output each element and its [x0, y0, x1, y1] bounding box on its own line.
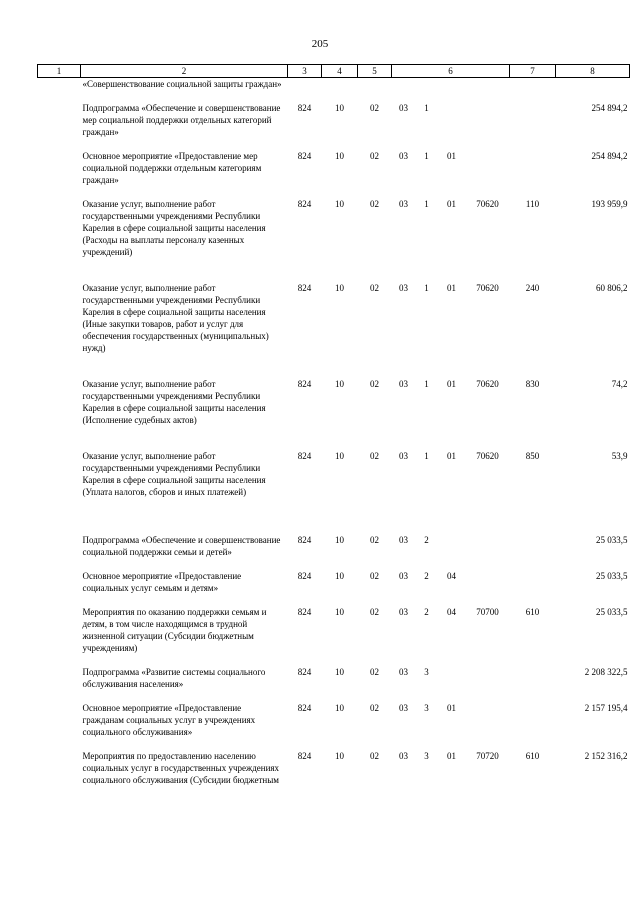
cell-col-6b: 1 [424, 102, 429, 113]
cell-col-4 [322, 78, 358, 102]
cell-col-6c: 04 [447, 570, 456, 581]
cell-col-4: 10 [335, 534, 344, 545]
cell-col-7: 610 [525, 750, 540, 761]
cell-description: Оказание услуг, выполнение работ государственными учреждениями Республики Карелия в сфере социальной защиты населения (Иные закупки товаров, работ и услуг для обеспечения государственных (муниципальных) нужд) [82, 282, 269, 353]
cell-col-5: 02 [370, 450, 379, 461]
cell-col-6d: 70620 [476, 378, 499, 389]
table-row [38, 750, 630, 822]
cell-col-8: 74,2 [611, 378, 628, 389]
cell-col-5: 02 [370, 150, 379, 161]
cell-col-6c: 01 [447, 282, 456, 293]
cell-col-6b: 3 [424, 702, 429, 713]
cell-col-7 [510, 666, 556, 702]
table-row [38, 570, 630, 606]
cell-col-6a: 03 [399, 450, 408, 461]
table-row [38, 378, 630, 450]
cell-col-5 [358, 78, 392, 102]
cell-col-4: 10 [335, 198, 344, 209]
cell-col-8 [556, 78, 630, 102]
table-row [38, 450, 630, 534]
cell-col-6b: 3 [424, 750, 429, 761]
cell-col-6c: 01 [447, 150, 456, 161]
cell-col-1 [38, 450, 81, 534]
cell-col-1 [38, 378, 81, 450]
cell-col-1 [38, 78, 81, 102]
cell-col-5: 02 [370, 750, 379, 761]
cell-description: Основное мероприятие «Предоставление мер социальной поддержки отдельным категориям граждан» [82, 150, 262, 185]
header-col-4: 4 [322, 65, 358, 78]
cell-col-3: 824 [297, 666, 312, 677]
cell-col-7: 240 [525, 282, 540, 293]
cell-col-6d: 70720 [476, 750, 499, 761]
cell-col-4: 10 [335, 666, 344, 677]
cell-col-4: 10 [335, 150, 344, 161]
cell-col-1 [38, 150, 81, 198]
cell-col-1 [38, 534, 81, 570]
cell-col-6d: 70700 [476, 606, 499, 617]
table-row [38, 606, 630, 666]
header-col-1: 1 [38, 65, 81, 78]
cell-col-6a: 03 [399, 750, 408, 761]
cell-col-6a: 03 [399, 282, 408, 293]
cell-col-6c: 01 [447, 378, 456, 389]
cell-col-6d: 70620 [476, 450, 499, 461]
table-row [38, 78, 630, 102]
cell-col-8: 2 208 322,5 [584, 666, 628, 677]
cell-description: Подпрограмма «Обеспечение и совершенствование социальной поддержки семьи и детей» [82, 534, 281, 557]
cell-col-7 [510, 534, 556, 570]
cell-col-6a: 03 [399, 702, 408, 713]
cell-col-3: 824 [297, 750, 312, 761]
cell-col-6c: 01 [447, 450, 456, 461]
cell-col-5: 02 [370, 534, 379, 545]
table-row [38, 666, 630, 702]
cell-col-1 [38, 282, 81, 378]
cell-col-1 [38, 198, 81, 282]
header-col-3: 3 [288, 65, 322, 78]
cell-col-1 [38, 570, 81, 606]
cell-col-6d [466, 150, 510, 198]
cell-col-4: 10 [335, 606, 344, 617]
cell-col-5: 02 [370, 282, 379, 293]
header-col-7: 7 [510, 65, 556, 78]
cell-col-6c [438, 534, 466, 570]
table-row [38, 198, 630, 282]
cell-description: Подпрограмма «Обеспечение и совершенствование мер социальной поддержки отдельных категорий граждан» [82, 102, 281, 137]
cell-col-6d [466, 102, 510, 150]
cell-col-6a: 03 [399, 150, 408, 161]
cell-col-5: 02 [370, 102, 379, 113]
cell-col-6a: 03 [399, 570, 408, 581]
header-col-6: 6 [392, 65, 510, 78]
page-number: 205 [311, 38, 329, 50]
table-row [38, 534, 630, 570]
cell-col-6d: 70620 [476, 282, 499, 293]
cell-col-6b: 1 [424, 378, 429, 389]
cell-col-7: 850 [525, 450, 540, 461]
cell-col-7 [510, 150, 556, 198]
table-row [38, 102, 630, 150]
cell-col-6b [416, 78, 438, 102]
cell-col-4: 10 [335, 450, 344, 461]
cell-description: Основное мероприятие «Предоставление гражданам социальных услуг в учреждениях социального обслуживания» [82, 702, 256, 737]
table-row [38, 282, 630, 378]
cell-col-8: 2 152 316,2 [584, 750, 628, 761]
cell-description: Мероприятия по оказанию поддержки семьям и детям, в том числе находящимся в трудной жизненной ситуации (Субсидии бюджетным учреждениям) [82, 606, 267, 653]
cell-col-7 [510, 702, 556, 750]
cell-col-7 [510, 570, 556, 606]
cell-col-6d [466, 570, 510, 606]
cell-col-3: 824 [297, 450, 312, 461]
cell-col-6b: 1 [424, 282, 429, 293]
cell-col-6b: 3 [424, 666, 429, 677]
cell-col-7: 610 [525, 606, 540, 617]
cell-col-3: 824 [297, 282, 312, 293]
cell-col-8: 254 894,2 [591, 150, 628, 161]
header-col-8: 8 [556, 65, 630, 78]
cell-description: Оказание услуг, выполнение работ государственными учреждениями Республики Карелия в сфере социальной защиты населения (Расходы на выплаты персоналу казенных учреждений) [82, 198, 266, 257]
cell-col-6a: 03 [399, 102, 408, 113]
cell-description: Мероприятия по предоставлению населению социальных услуг в государственных учреждениях социального обслуживания (Субсидии бюджетным [82, 750, 280, 785]
cell-col-5: 02 [370, 198, 379, 209]
cell-col-6a: 03 [399, 606, 408, 617]
cell-col-6c: 04 [447, 606, 456, 617]
cell-col-6a: 03 [399, 378, 408, 389]
cell-col-6b: 1 [424, 198, 429, 209]
cell-description: Оказание услуг, выполнение работ государственными учреждениями Республики Карелия в сфере социальной защиты населения (Уплата налогов, сборов и иных платежей) [82, 450, 266, 497]
cell-col-6a: 03 [399, 198, 408, 209]
cell-col-8: 53,9 [611, 450, 628, 461]
cell-col-3: 824 [297, 534, 312, 545]
cell-col-3: 824 [297, 102, 312, 113]
cell-col-4: 10 [335, 750, 344, 761]
cell-col-5: 02 [370, 570, 379, 581]
cell-col-7: 830 [525, 378, 540, 389]
cell-col-6d [466, 666, 510, 702]
cell-col-6d [466, 78, 510, 102]
cell-description: Оказание услуг, выполнение работ государственными учреждениями Республики Карелия в сфере социальной защиты населения (Исполнение судебных актов) [82, 378, 266, 425]
cell-col-1 [38, 750, 81, 822]
cell-col-5: 02 [370, 666, 379, 677]
cell-col-6b: 2 [424, 534, 429, 545]
cell-col-6a: 03 [399, 666, 408, 677]
cell-col-6c [438, 78, 466, 102]
cell-col-6c [438, 102, 466, 150]
cell-col-4: 10 [335, 570, 344, 581]
cell-col-6d: 70620 [476, 198, 499, 209]
cell-col-1 [38, 606, 81, 666]
cell-col-8: 2 157 195,4 [584, 702, 628, 713]
cell-description: «Совершенствование социальной защиты граждан» [82, 79, 282, 89]
header-col-5: 5 [358, 65, 392, 78]
cell-col-6d [466, 534, 510, 570]
cell-col-3: 824 [297, 150, 312, 161]
cell-col-3: 824 [297, 570, 312, 581]
cell-col-4: 10 [335, 702, 344, 713]
cell-col-1 [38, 666, 81, 702]
budget-table [37, 64, 630, 822]
cell-col-7 [510, 78, 556, 102]
cell-col-6a: 03 [399, 534, 408, 545]
cell-col-6a [392, 78, 416, 102]
cell-col-8: 25 033,5 [596, 534, 628, 545]
cell-col-6b: 2 [424, 606, 429, 617]
cell-col-6b: 1 [424, 150, 429, 161]
table-row [38, 150, 630, 198]
cell-col-8: 60 806,2 [596, 282, 628, 293]
cell-col-5: 02 [370, 378, 379, 389]
header-col-2: 2 [81, 65, 288, 78]
cell-col-7 [510, 102, 556, 150]
table-row [38, 702, 630, 750]
cell-col-3: 824 [297, 606, 312, 617]
cell-col-4: 10 [335, 102, 344, 113]
cell-col-6c [438, 666, 466, 702]
cell-col-6d [466, 702, 510, 750]
cell-col-5: 02 [370, 606, 379, 617]
cell-col-8: 25 033,5 [596, 606, 628, 617]
cell-col-8: 254 894,2 [591, 102, 628, 113]
cell-col-6b: 1 [424, 450, 429, 461]
cell-col-6c: 01 [447, 198, 456, 209]
cell-col-6b: 2 [424, 570, 429, 581]
cell-col-1 [38, 102, 81, 150]
cell-description: Подпрограмма «Развитие системы социального обслуживания населения» [82, 666, 266, 689]
cell-col-4: 10 [335, 378, 344, 389]
header-row [38, 65, 630, 78]
cell-col-8: 25 033,5 [596, 570, 628, 581]
cell-col-7: 110 [525, 198, 540, 209]
cell-col-1 [38, 702, 81, 750]
cell-col-6c: 01 [447, 750, 456, 761]
cell-col-3: 824 [297, 378, 312, 389]
cell-col-4: 10 [335, 282, 344, 293]
table-body [38, 78, 630, 822]
cell-col-3: 824 [297, 198, 312, 209]
cell-col-8: 193 959,9 [591, 198, 628, 209]
cell-description: Основное мероприятие «Предоставление социальных услуг семьям и детям» [82, 570, 242, 593]
cell-col-5: 02 [370, 702, 379, 713]
cell-col-3 [288, 78, 322, 102]
cell-col-3: 824 [297, 702, 312, 713]
cell-col-6c: 01 [447, 702, 456, 713]
